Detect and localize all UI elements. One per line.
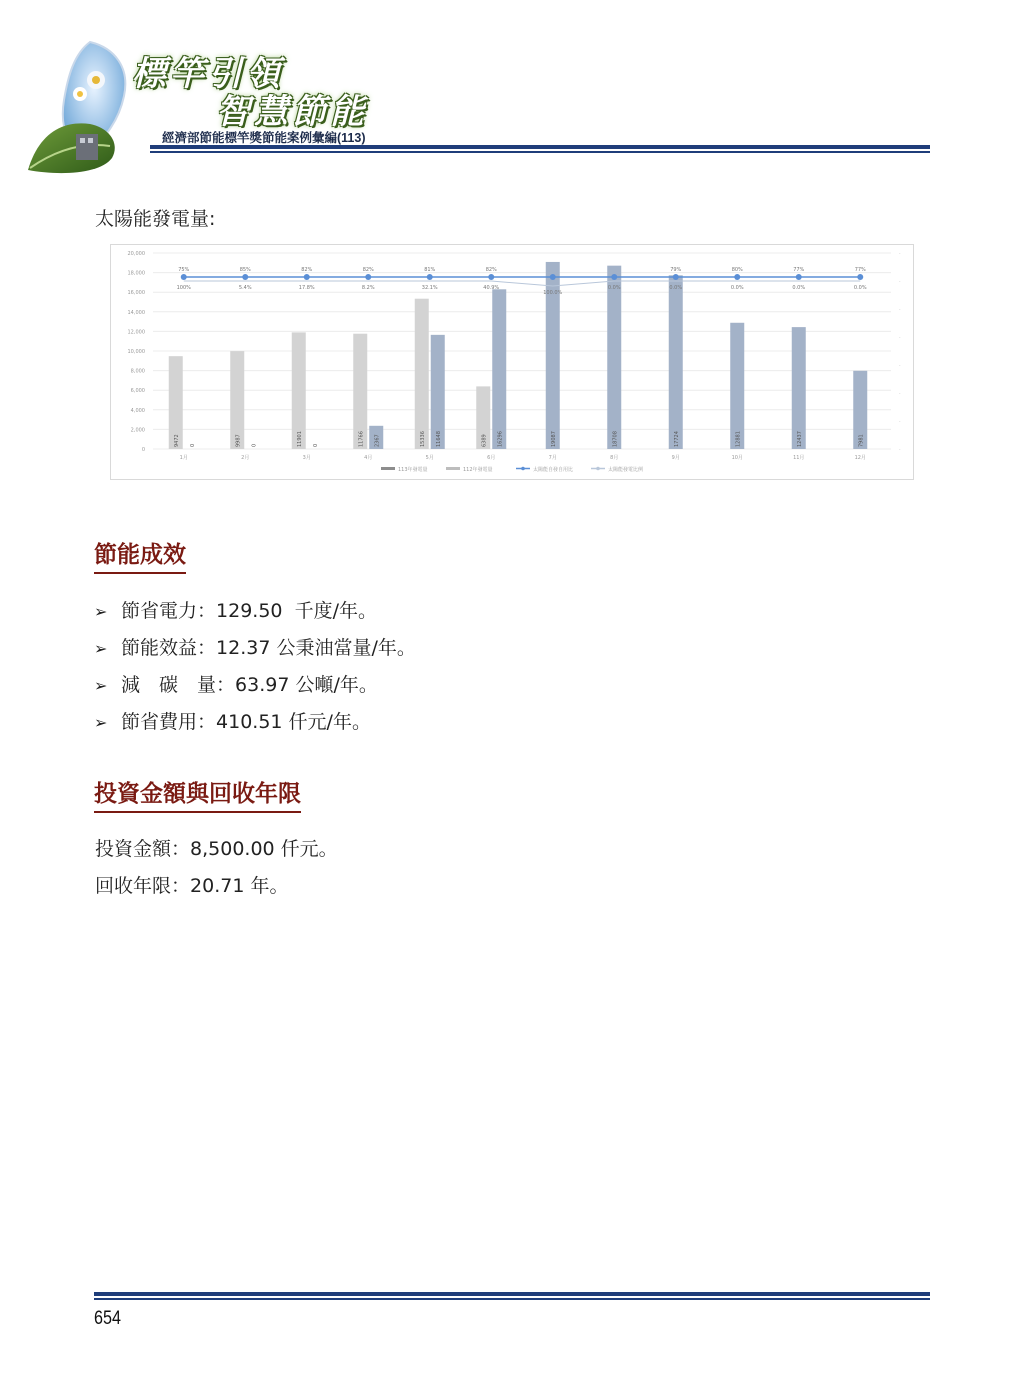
bar-113 bbox=[492, 289, 506, 449]
y-tick-label: 8,000 bbox=[130, 368, 145, 375]
bar-value-label: 11766 bbox=[358, 431, 365, 447]
y-tick-label: 10,000 bbox=[127, 349, 145, 355]
self-use-ratio-label: 85% bbox=[239, 267, 251, 273]
legend-label: 113年發電量 bbox=[398, 467, 428, 473]
x-tick-label: 3月 bbox=[302, 455, 311, 461]
generation-ratio-label: 0.0% bbox=[792, 285, 806, 291]
self-use-ratio-label: 80% bbox=[731, 267, 743, 273]
generation-ratio-label: 0.0% bbox=[607, 285, 621, 291]
page-header bbox=[0, 0, 1024, 185]
y-tick-label: 20,000 bbox=[127, 251, 145, 257]
self-use-ratio-label: 82% bbox=[485, 267, 497, 273]
y-tick-label: 4,000 bbox=[130, 407, 145, 414]
bar-value-label: 7981 bbox=[858, 434, 865, 447]
y-tick-label: 2,000 bbox=[130, 427, 145, 434]
bar-value-label: 12437 bbox=[796, 431, 803, 447]
bar-value-label: 2367 bbox=[374, 434, 381, 447]
savings-item-label: 減 碳 量 bbox=[121, 674, 217, 696]
x-tick-label: 10月 bbox=[731, 455, 743, 461]
bar-value-label: 16296 bbox=[497, 431, 504, 447]
bar-113 bbox=[607, 266, 621, 449]
bar-value-label: 15336 bbox=[419, 431, 426, 447]
footer-rule-thin bbox=[94, 1298, 930, 1300]
header-title-line-1: 標竿引領 bbox=[132, 54, 284, 94]
y-tick-label: 0 bbox=[141, 447, 145, 453]
bar-value-label: 18708 bbox=[612, 431, 619, 447]
arrow-bullet-icon: ➢ bbox=[94, 602, 108, 621]
colon: ： bbox=[171, 875, 191, 897]
bar-value-label: 12881 bbox=[735, 431, 742, 447]
header-rule-thin bbox=[150, 151, 930, 153]
legend-marker bbox=[596, 467, 600, 471]
x-tick-label: 7月 bbox=[548, 455, 557, 461]
savings-item bbox=[94, 707, 371, 734]
generation-ratio-label: 8.2% bbox=[361, 285, 375, 291]
x-tick-label: 12月 bbox=[854, 455, 866, 461]
right-axis-tick: - bbox=[899, 391, 901, 396]
bar-value-label: 0 bbox=[251, 443, 258, 447]
bar-value-label: 17724 bbox=[673, 431, 680, 447]
right-axis-tick: - bbox=[899, 363, 901, 368]
self-use-ratio-label: 77% bbox=[793, 267, 805, 273]
y-tick-label: 18,000 bbox=[127, 270, 145, 277]
right-axis-tick: - bbox=[899, 251, 901, 256]
investment-amount-label: 投資金額 bbox=[95, 838, 172, 860]
self-use-ratio-label: 82% bbox=[301, 267, 313, 273]
x-tick-label: 11月 bbox=[793, 455, 805, 461]
self-use-ratio-label: 75% bbox=[178, 267, 190, 273]
bar-113 bbox=[730, 323, 744, 449]
solar-generation-label: 太陽能發電量: bbox=[95, 208, 216, 230]
bar-112 bbox=[415, 299, 429, 449]
colon: ： bbox=[197, 637, 217, 659]
arrow-bullet-icon: ➢ bbox=[94, 713, 108, 732]
savings-item-label: 節省費用 bbox=[121, 711, 198, 733]
line-point bbox=[673, 274, 679, 280]
savings-item bbox=[94, 670, 378, 697]
x-tick-label: 5月 bbox=[425, 455, 434, 461]
solar-generation-chart bbox=[110, 244, 914, 480]
generation-ratio-line bbox=[184, 281, 861, 286]
y-tick-label: 6,000 bbox=[130, 388, 145, 395]
investment-amount-value: 8,500.00 仟元。 bbox=[190, 838, 338, 860]
y-tick-label: 14,000 bbox=[127, 309, 145, 316]
legend-label: 太陽能發電比例 bbox=[608, 467, 644, 473]
colon: ： bbox=[171, 838, 191, 860]
y-tick-label: 12,000 bbox=[127, 329, 145, 336]
right-axis-tick: - bbox=[899, 447, 901, 452]
chart-svg bbox=[111, 245, 913, 479]
investment-amount-row bbox=[95, 834, 338, 861]
generation-ratio-label: 0.0% bbox=[669, 285, 683, 291]
investment-heading: 投資金額與回收年限 bbox=[94, 775, 301, 813]
header-rule-thick bbox=[150, 145, 930, 149]
line-point bbox=[796, 274, 802, 280]
line-point bbox=[304, 274, 310, 280]
bar-value-label: 9987 bbox=[235, 434, 242, 447]
payback-value: 20.71 年。 bbox=[190, 875, 289, 897]
x-tick-label: 8月 bbox=[610, 455, 619, 461]
x-tick-label: 4月 bbox=[364, 455, 373, 461]
generation-ratio-label: 0.0% bbox=[853, 285, 867, 291]
self-use-ratio-label: 79% bbox=[670, 267, 682, 273]
x-tick-label: 9月 bbox=[671, 455, 680, 461]
payback-label: 回收年限 bbox=[95, 875, 172, 897]
bar-value-label: 0 bbox=[312, 443, 319, 447]
self-use-ratio-label: 77% bbox=[854, 267, 866, 273]
x-tick-label: 1月 bbox=[179, 455, 188, 461]
bar-value-label: 6389 bbox=[481, 434, 488, 447]
self-use-ratio-label: 81% bbox=[424, 267, 436, 273]
bar-113 bbox=[792, 327, 806, 449]
line-point bbox=[181, 274, 187, 280]
line-point bbox=[734, 274, 740, 280]
self-use-ratio-label: 82% bbox=[362, 267, 374, 273]
savings-item bbox=[94, 633, 416, 660]
y-tick-label: 16,000 bbox=[127, 290, 145, 297]
line-point bbox=[550, 274, 556, 280]
bar-value-label: 11901 bbox=[296, 431, 303, 447]
legend-label: 太陽能自發自用比 bbox=[533, 467, 574, 473]
footer-rule-thick bbox=[94, 1292, 930, 1296]
x-tick-label: 6月 bbox=[487, 455, 496, 461]
payback-row bbox=[95, 871, 288, 898]
line-point bbox=[488, 274, 494, 280]
savings-item-value: 410.51 仟元/年。 bbox=[216, 711, 371, 733]
savings-item bbox=[94, 596, 377, 623]
bar-value-label: 0 bbox=[189, 443, 196, 447]
bar-value-label: 9472 bbox=[173, 434, 180, 447]
generation-ratio-label: 40.9% bbox=[483, 285, 500, 291]
bar-value-label: 11648 bbox=[435, 431, 442, 447]
generation-ratio-label: 100% bbox=[176, 285, 191, 291]
line-point bbox=[242, 274, 248, 280]
savings-item-value: 129.50 千度/年。 bbox=[216, 600, 377, 622]
right-axis-tick: - bbox=[899, 307, 901, 312]
page-number: 654 bbox=[94, 1308, 121, 1329]
taiwan-leaf-logo bbox=[20, 38, 150, 178]
legend-swatch bbox=[446, 467, 460, 470]
x-tick-label: 2月 bbox=[241, 455, 250, 461]
right-axis-tick: - bbox=[899, 419, 901, 424]
header-subtitle: 經濟部節能標竿獎節能案例彙編(113) bbox=[162, 131, 366, 145]
arrow-bullet-icon: ➢ bbox=[94, 639, 108, 658]
legend-label: 112年發電量 bbox=[463, 467, 493, 473]
savings-item-value: 12.37 公秉油當量/年。 bbox=[216, 637, 416, 659]
generation-ratio-label: 17.8% bbox=[298, 285, 315, 291]
colon: ： bbox=[197, 711, 217, 733]
legend-swatch bbox=[381, 467, 395, 470]
savings-heading: 節能成效 bbox=[94, 536, 186, 574]
generation-ratio-label: 0.0% bbox=[730, 285, 744, 291]
line-point bbox=[611, 274, 617, 280]
savings-item-label: 節能效益 bbox=[121, 637, 198, 659]
line-point bbox=[365, 274, 371, 280]
generation-ratio-label: 5.4% bbox=[238, 285, 252, 291]
savings-item-label: 節省電力 bbox=[121, 600, 198, 622]
generation-ratio-label: 100.0% bbox=[543, 290, 563, 296]
bar-value-label: 19087 bbox=[550, 431, 557, 447]
right-axis-tick: - bbox=[899, 335, 901, 340]
line-point bbox=[427, 274, 433, 280]
generation-ratio-label: 32.1% bbox=[421, 285, 438, 291]
colon: ： bbox=[197, 600, 217, 622]
right-axis-tick: - bbox=[899, 279, 901, 284]
bar-113 bbox=[669, 275, 683, 449]
legend-marker bbox=[521, 467, 525, 471]
header-title-line-2: 智慧節能 bbox=[216, 92, 368, 132]
line-point bbox=[857, 274, 863, 280]
colon: ： bbox=[216, 674, 236, 696]
savings-item-value: 63.97 公噸/年。 bbox=[235, 674, 378, 696]
arrow-bullet-icon: ➢ bbox=[94, 676, 108, 695]
